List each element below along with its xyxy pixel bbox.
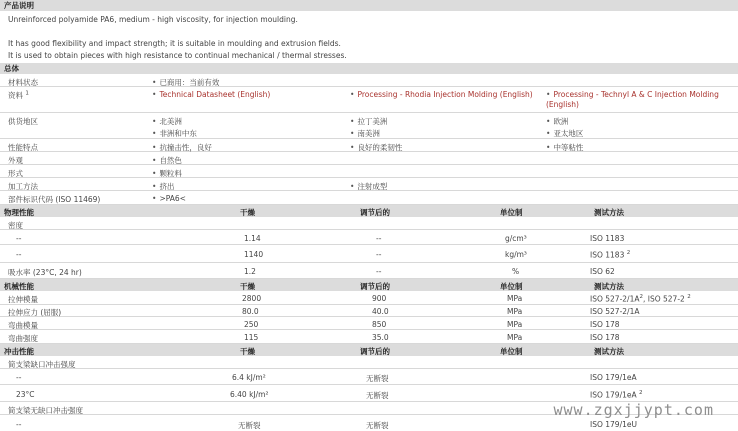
product-desc-line2: It has good flexibility and impact strength; it is suitable in moulding and extrusion fields. (8, 39, 341, 48)
row-name: 23°C (16, 390, 35, 399)
docs-label: 资料 $^1$ (8, 90, 29, 100)
row-name: 吸水率 (23°C, 24 hr) (8, 268, 82, 277)
supply-r1-c2: • 拉丁美洲 (350, 116, 387, 127)
site-watermark: www.zgxjjypt.com (553, 401, 714, 419)
mechanical-header-unit: 单位制 (500, 282, 523, 291)
unnotched-impact-label: 简支梁无缺口冲击强度 (8, 406, 83, 415)
product-desc-line1: Unreinforced polyamide PA6, medium - high viscosity, for injection moulding. (8, 15, 298, 24)
appearance-value: • 自然色 (152, 155, 182, 166)
mechanical-header-cond: 调节后的 (360, 282, 390, 291)
impact-header-unit: 单位制 (500, 347, 523, 356)
supply-r1-c3: • 欧洲 (546, 116, 568, 127)
row-name: 弯曲强度 (8, 334, 38, 343)
row-method: ISO 1183 (590, 234, 625, 243)
row-dry: 1140 (244, 250, 264, 259)
row-cond: -- (376, 234, 382, 243)
row-dry: 1.14 (244, 234, 261, 243)
row-unit: MPa (507, 333, 523, 342)
row-dry: 6.40 kJ/m² (230, 390, 269, 399)
processing-injection: • 注射成型 (350, 181, 387, 192)
material-status-row (0, 74, 738, 87)
processing-extrusion: • 挤出 (152, 181, 174, 192)
mechanical-header-name: 机械性能 (4, 282, 34, 291)
physical-header-cond: 调节后的 (360, 208, 390, 217)
form-value: • 颗粒料 (152, 168, 182, 179)
density-label: 密度 (8, 221, 23, 230)
row-name: -- (16, 420, 22, 429)
marking-value: • >PA6< (152, 194, 186, 203)
notched-impact-row (0, 356, 738, 369)
row-name: 拉伸应力 (屈服) (8, 308, 62, 317)
row-method: ISO $527-2/1A^2$, ISO 527-2 $^2$ (590, 294, 691, 304)
row-cond: 35.0 (372, 333, 389, 342)
feature-viscosity: • 中等粘性 (546, 142, 583, 153)
row-dry: 1.2 (244, 267, 256, 276)
marking-row (0, 191, 738, 205)
row-unit: g/cm³ (505, 234, 527, 243)
row-name: 弯曲模量 (8, 321, 38, 330)
appearance-row (0, 152, 738, 165)
product-desc-header: 产品说明 (0, 0, 738, 11)
row-method: ISO 179/1eA (590, 373, 637, 382)
row-dry: 2800 (242, 294, 262, 303)
row-name: 拉伸模量 (8, 295, 38, 304)
row-cond: 40.0 (372, 307, 389, 316)
row-dry: 250 (244, 320, 259, 329)
impact-header-dry: 干燥 (240, 347, 255, 356)
table-row (0, 230, 738, 245)
row-method: ISO 1183 $^2$ (590, 250, 631, 260)
table-row (0, 305, 738, 317)
row-name: -- (16, 234, 22, 243)
marking-label: 部件标识代码 (ISO 11469) (8, 195, 101, 204)
feature-impact: • 抗撞击性，良好 (152, 142, 212, 153)
general-header: 总体 (0, 63, 738, 74)
row-unit: kg/m³ (505, 250, 527, 259)
impact-header-name: 冲击性能 (4, 347, 34, 356)
material-status-value: • 已商用：当前有效 (152, 77, 219, 88)
physical-header-unit: 单位制 (500, 208, 523, 217)
supply-r2-c2: • 南美洲 (350, 128, 380, 139)
features-row (0, 139, 738, 152)
supply-r2-c3: • 亚太地区 (546, 128, 583, 139)
appearance-label: 外观 (8, 156, 23, 165)
row-dry: 6.4 kJ/m² (232, 373, 266, 382)
density-row (0, 217, 738, 230)
impact-header (0, 344, 738, 356)
rhodia-injection-link[interactable]: • Processing - Rhodia Injection Molding (English) (350, 90, 540, 100)
table-row (0, 317, 738, 330)
technical-datasheet-link[interactable]: • Technical Datasheet (English) (152, 90, 332, 100)
row-method: ISO 178 (590, 320, 620, 329)
technyl-injection-link[interactable]: • Processing - Technyl A & C Injection Molding (English) (546, 90, 731, 110)
table-row (0, 263, 738, 279)
row-method: ISO 62 (590, 267, 615, 276)
physical-header-method: 测试方法 (594, 208, 624, 217)
feature-flex: • 良好的柔韧性 (350, 142, 402, 153)
docs-row (0, 87, 738, 113)
features-label: 性能特点 (8, 143, 38, 152)
row-dry: 115 (244, 333, 259, 342)
form-label: 形式 (8, 169, 23, 178)
row-cond: -- (376, 250, 382, 259)
row-dry: 无断裂 (238, 421, 261, 430)
physical-header-dry: 干燥 (240, 208, 255, 217)
processing-label: 加工方法 (8, 182, 38, 191)
supply-r2-c1: • 非洲和中东 (152, 128, 197, 139)
notched-impact-label: 简支梁缺口冲击强度 (8, 360, 76, 369)
physical-header (0, 205, 738, 217)
supply-r1-c1: • 北美洲 (152, 116, 182, 127)
row-name: -- (16, 250, 22, 259)
material-status-label: 材料状态 (8, 78, 38, 87)
row-method: ISO 527-2/1A (590, 307, 640, 316)
row-unit: MPa (507, 294, 523, 303)
row-name: -- (16, 373, 22, 382)
mechanical-header-method: 测试方法 (594, 282, 624, 291)
row-unit: MPa (507, 320, 523, 329)
impact-header-cond: 调节后的 (360, 347, 390, 356)
row-method: ISO 179/1eA $^2$ (590, 390, 643, 400)
mechanical-header (0, 279, 738, 291)
physical-header-name: 物理性能 (4, 208, 34, 217)
row-dry: 80.0 (242, 307, 259, 316)
form-row (0, 165, 738, 178)
row-method: ISO 179/1eU (590, 420, 637, 429)
table-row (0, 330, 738, 344)
row-method: ISO 178 (590, 333, 620, 342)
row-cond: 无断裂 (366, 374, 389, 383)
row-unit: MPa (507, 307, 523, 316)
row-cond: 900 (372, 294, 387, 303)
table-row (0, 245, 738, 263)
row-unit: % (512, 267, 520, 276)
supply-row (0, 113, 738, 139)
row-cond: 无断裂 (366, 391, 389, 400)
table-row (0, 369, 738, 385)
processing-row (0, 178, 738, 191)
table-row (0, 291, 738, 305)
row-cond: 无断裂 (366, 421, 389, 430)
product-desc-line3: It is used to obtain pieces with high resistance to continual mechanical / thermal stresses. (8, 51, 347, 60)
mechanical-header-dry: 干燥 (240, 282, 255, 291)
table-row (0, 385, 738, 402)
supply-label: 供货地区 (8, 117, 38, 126)
row-cond: 850 (372, 320, 387, 329)
impact-header-method: 测试方法 (594, 347, 624, 356)
row-cond: -- (376, 267, 382, 276)
